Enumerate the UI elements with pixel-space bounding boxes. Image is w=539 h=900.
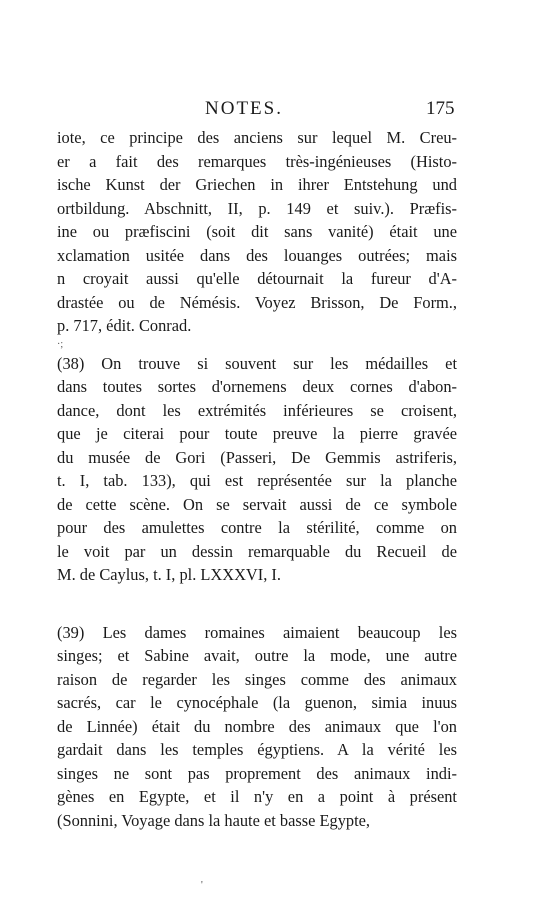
text-line: drastée ou de Némésis. Voyez Brisson, De Form., xyxy=(57,292,457,312)
text-line: singes ne sont pas proprement des animaux indi- xyxy=(57,763,457,783)
note-39 xyxy=(57,621,457,833)
note-38 xyxy=(57,352,457,587)
text-line: t. I, tab. 133), qui est représentée sur la planche xyxy=(57,471,457,490)
text-line: raison de regarder les singes comme des animaux xyxy=(57,669,457,689)
text-line: ortbildung. Abschnitt, II, p. 149 et suiv.). Præfis- xyxy=(57,198,457,218)
text-line: gardait dans les temples égyptiens. A la vérité les xyxy=(57,740,457,759)
text-line: que je citerai pour toute preuve la pierre gravée xyxy=(57,424,457,443)
running-head: NOTES. xyxy=(205,98,283,119)
text-line: ine ou præfiscini (soit dit sans vanité) était une xyxy=(57,222,457,241)
stray-mark: ·; xyxy=(57,338,64,350)
note-37-continuation xyxy=(57,126,457,338)
paragraph-gap xyxy=(57,587,457,621)
text-line: du musée de Gori (Passeri, De Gemmis astriferis, xyxy=(57,447,457,467)
text-line: singes; et Sabine avait, outre la mode, une autre xyxy=(57,646,457,665)
text-line: dans toutes sortes d'ornemens deux cornes d'abon- xyxy=(57,377,457,396)
text-line: de cette scène. On se servait aussi de ce symbole xyxy=(57,494,457,514)
text-line: le voit par un dessin remarquable du Recueil de xyxy=(57,541,457,561)
text-line: (39) Les dames romaines aimaient beaucoup les xyxy=(57,622,457,642)
text-line: p. 717, édit. Conrad. xyxy=(57,316,192,335)
text-line: iote, ce principe des anciens sur lequel M. Creu- xyxy=(57,128,457,147)
notes-body xyxy=(57,126,457,832)
text-line: M. de Caylus, t. I, pl. LXXXVI, I. xyxy=(57,565,281,584)
text-line: (Sonnini, Voyage dans la haute et basse Egypte, xyxy=(57,810,371,830)
text-line: pour des amulettes contre la stérilité, comme on xyxy=(57,518,457,537)
text-line: gènes en Egypte, et il n'y en a point à présent xyxy=(57,787,457,806)
stray-mark-bottom: ' xyxy=(201,880,203,891)
text-line: er a fait des remarques très-ingénieuses (Histo- xyxy=(57,151,457,171)
text-line: de Linnée) était du nombre des animaux que l'on xyxy=(57,716,457,736)
text-line: xclamation usitée dans des louanges outrées; mais xyxy=(57,245,457,265)
text-line: (38) On trouve si souvent sur les médailles et xyxy=(57,353,457,373)
page-header xyxy=(0,98,539,124)
text-line: dance, dont les extrémités inférieures se croisent, xyxy=(57,400,457,420)
text-line: sacrés, car le cynocéphale (la guenon, simia inuus xyxy=(57,693,457,712)
text-line: ische Kunst der Griechen in ihrer Entstehung und xyxy=(57,175,457,194)
text-line: n croyait aussi qu'elle détournait la fureur d'A- xyxy=(57,269,457,288)
page-number: 175 xyxy=(426,98,455,119)
